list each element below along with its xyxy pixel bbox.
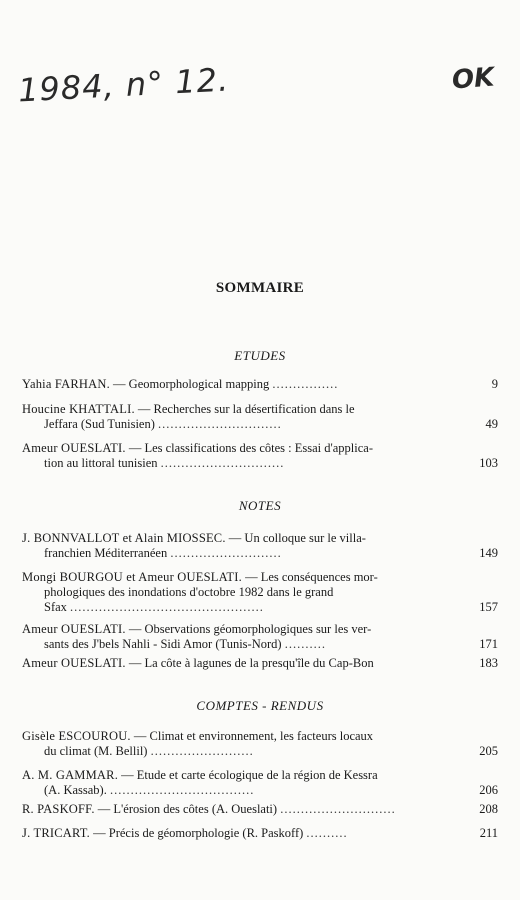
toc-entry: [22, 377, 498, 392]
entry-title-cont: (A. Kassab).: [44, 783, 107, 797]
toc-entry: [22, 531, 498, 561]
entry-page: 9: [491, 377, 498, 391]
entry-title: — Les classifications des côtes : Essai d'applica-: [128, 441, 374, 455]
toc-entry: [22, 826, 498, 841]
entry-page: 157: [479, 600, 498, 614]
entry-page: 103: [479, 456, 498, 470]
toc-entry: [22, 622, 498, 652]
entry-title: — Geomorphological mapping: [113, 377, 270, 391]
entry-author: J. TRICART.: [22, 826, 91, 840]
entry-page: 208: [479, 802, 498, 816]
entry-title: — L'érosion des côtes (A. Oueslati): [97, 802, 278, 816]
leader-dots: ...................................: [109, 783, 255, 797]
entry-title-cont: Sfax: [44, 600, 67, 614]
entry-title-cont: sants des J'bels Nahli - Sidi Amor (Tunis-Nord): [44, 637, 282, 651]
leader-dots: ..........: [306, 826, 348, 840]
entry-page: 211: [479, 826, 498, 840]
section-comptes-rendus: COMPTES - RENDUS: [196, 698, 324, 713]
entry-title: — Un colloque sur le villa-: [228, 531, 366, 545]
handwritten-note: 1984, n° 12.: [17, 60, 230, 110]
entry-title: — Précis de géomorphologie (R. Paskoff): [93, 826, 304, 840]
entry-title: — La côte à lagunes de la presqu'île du Cap-Bon: [128, 656, 374, 670]
entry-author: Houcine KHATTALI.: [22, 402, 135, 416]
toc-entry: [22, 656, 498, 671]
leader-dots: .........................: [150, 744, 254, 758]
entry-title: — Recherches sur la désertification dans le: [137, 402, 355, 416]
entry-page: 205: [479, 744, 498, 758]
entry-author: Ameur OUESLATI.: [22, 656, 126, 670]
toc-entry: [22, 729, 498, 759]
entry-page: 206: [479, 783, 498, 797]
handwritten-ok: OK: [451, 62, 496, 96]
entry-title-cont: franchien Méditerranéen: [44, 546, 168, 560]
entry-title-cont: phologiques des inondations d'octobre 1982 dans le grand: [44, 585, 334, 599]
toc-entry: [22, 402, 498, 432]
section-etudes: ETUDES: [234, 348, 286, 363]
entry-title: — Observations géomorphologiques sur les ver-: [128, 622, 372, 636]
entry-title: — Climat et environnement, les facteurs locaux: [133, 729, 374, 743]
leader-dots: ............................: [280, 802, 396, 816]
entry-author: Ameur OUESLATI.: [22, 441, 126, 455]
entry-page: 149: [479, 546, 498, 560]
toc-entry: [22, 570, 498, 615]
entry-author: Mongi BOURGOU et Ameur OUESLATI.: [22, 570, 242, 584]
entry-title-cont: du climat (M. Bellil): [44, 744, 148, 758]
entry-title-cont: Jeffara (Sud Tunisien): [44, 417, 155, 431]
entry-author: Gisèle ESCOUROU.: [22, 729, 131, 743]
toc-entry: [22, 768, 498, 798]
leader-dots: ..............................: [158, 417, 282, 431]
leader-dots: ...........................: [170, 546, 282, 560]
entry-author: J. BONNVALLOT et Alain MIOSSEC.: [22, 531, 226, 545]
toc-entry: [22, 441, 498, 471]
page-title: SOMMAIRE: [215, 280, 305, 296]
entry-page: 183: [479, 656, 498, 670]
toc-entry: [22, 802, 498, 817]
entry-title-cont: tion au littoral tunisien: [44, 456, 158, 470]
entry-title: — Les conséquences mor-: [245, 570, 378, 584]
leader-dots: ..............................: [160, 456, 285, 470]
leader-dots: ...............................................: [70, 600, 264, 614]
entry-title: — Etude et carte écologique de la région de Kessra: [121, 768, 378, 782]
section-notes: NOTES: [238, 498, 282, 513]
entry-page: 171: [479, 637, 498, 651]
entry-page: 49: [485, 417, 498, 431]
entry-author: Yahia FARHAN.: [22, 377, 110, 391]
entry-author: A. M. GAMMAR.: [22, 768, 119, 782]
entry-author: R. PASKOFF.: [22, 802, 95, 816]
leader-dots: ..........: [284, 637, 326, 651]
leader-dots: ................: [272, 377, 339, 391]
entry-author: Ameur OUESLATI.: [22, 622, 126, 636]
